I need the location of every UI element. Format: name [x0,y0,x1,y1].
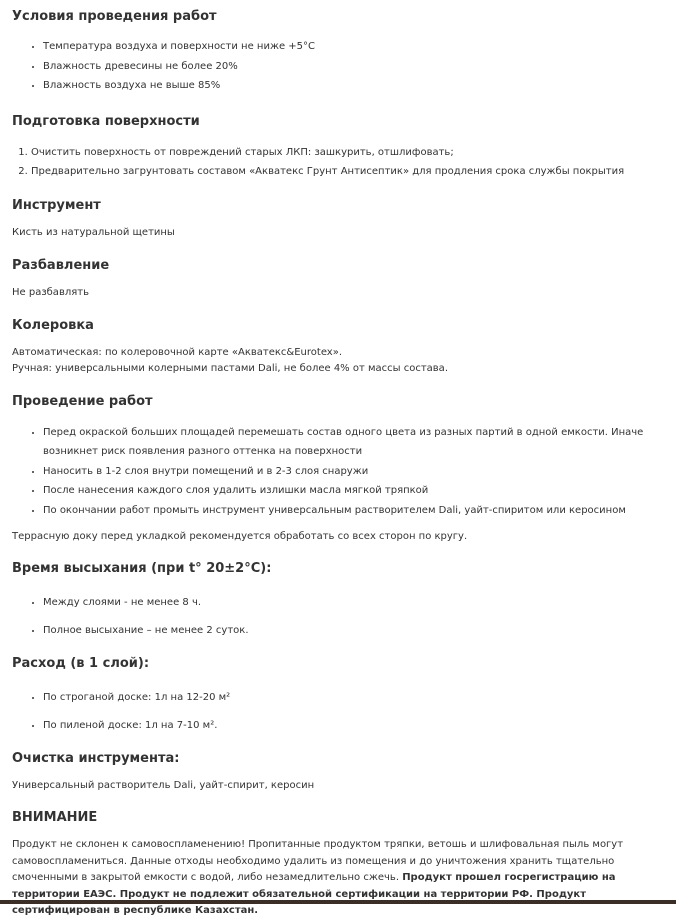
list-item: • Температура воздуха и поверхности не ниже +5°С [43,37,662,57]
section-title-tinting: Колеровка [12,317,94,333]
tool-text: Кисть из натуральной щетины [12,226,175,238]
list-item: • Наносить в 1-2 слоя внутри помещений и в 2-3 слоя снаружи [43,462,662,482]
list-item: 2. Предварительно загрунтовать составом «Акватекс Грунт Антисептик» для продления срока службы покрытия [31,162,662,182]
section-title-drying: Время высыхания (при t° 20±2°С): [12,561,272,576]
preparation-list [12,143,662,182]
product-description [12,7,662,920]
bottom-divider [0,900,676,904]
list-item: 1. Очистить поверхность от повреждений старых ЛКП: зашкурить, отшлифовать; [31,143,662,163]
list-item: • Влажность древесины не более 20% [43,57,662,77]
warning-text-normal: Продукт не склонен к самовоспламенению! Пропитанные продуктом тряпки, ветошь и шлифовальная пыль могут самовоспламениться. Данные отходы необходимо удалить из помещения и до уничтожения хранить тщательно смоченными в закрытой емкости с водой, либо незамедлительно сжечь. [12,839,624,883]
section-title-warning: ВНИМАНИЕ [12,810,98,825]
section-title-dilution: Разбавление [12,257,110,273]
tinting-text-manual: Ручная: универсальными колерными пастами Dali, не более 4% от массы состава. [12,362,448,374]
work-list [12,423,662,521]
section-title-tool: Инструмент [12,197,101,213]
dilution-text: Не разбавлять [12,286,89,298]
list-item: • Влажность воздуха не выше 85% [43,76,662,96]
list-item: • По строганой доске: 1л на 12-20 м² [43,688,662,708]
warning-text-bold: Продукт прошел госрегистрацию на территории ЕАЭС. Продукт не подлежит обязательной сертификации на территории РФ. Продукт сертифицирован в республике Казахстан. [12,872,616,916]
section-title-consumption: Расход (в 1 слой): [12,656,150,671]
list-item: • После нанесения каждого слоя удалить излишки масла мягкой тряпкой [43,481,662,501]
list-item: • Перед окраской больших площадей перемешать состав одного цвета из разных партий в одной емкости. Иначе возникнет риск появления разного оттенка на поверхности [43,423,662,462]
section-title-preparation: Подготовка поверхности [12,113,200,129]
consumption-list [12,688,662,735]
list-item: • Между слоями - не менее 8 ч. [43,593,662,613]
warning-text [12,837,662,920]
list-item: • По окончании работ промыть инструмент универсальным растворителем Dali, уайт-спиритом или керосином [43,501,662,521]
cleaning-text: Универсальный растворитель Dali, уайт-спирит, керосин [12,780,315,791]
list-item: • По пиленой доске: 1л на 7-10 м². [43,716,662,736]
tinting-text-auto: Автоматическая: по колеровочной карте «Акватекс&Eurotex». [12,346,343,358]
drying-list [12,593,662,640]
section-title-cleaning: Очистка инструмента: [12,751,180,766]
section-title-work: Проведение работ [12,393,153,409]
conditions-list [12,37,662,96]
section-title-conditions: Условия проведения работ [12,9,217,24]
work-note: Террасную доку перед укладкой рекомендуется обработать со всех сторон по кругу. [12,531,468,542]
list-item: • Полное высыхание – не менее 2 суток. [43,621,662,641]
